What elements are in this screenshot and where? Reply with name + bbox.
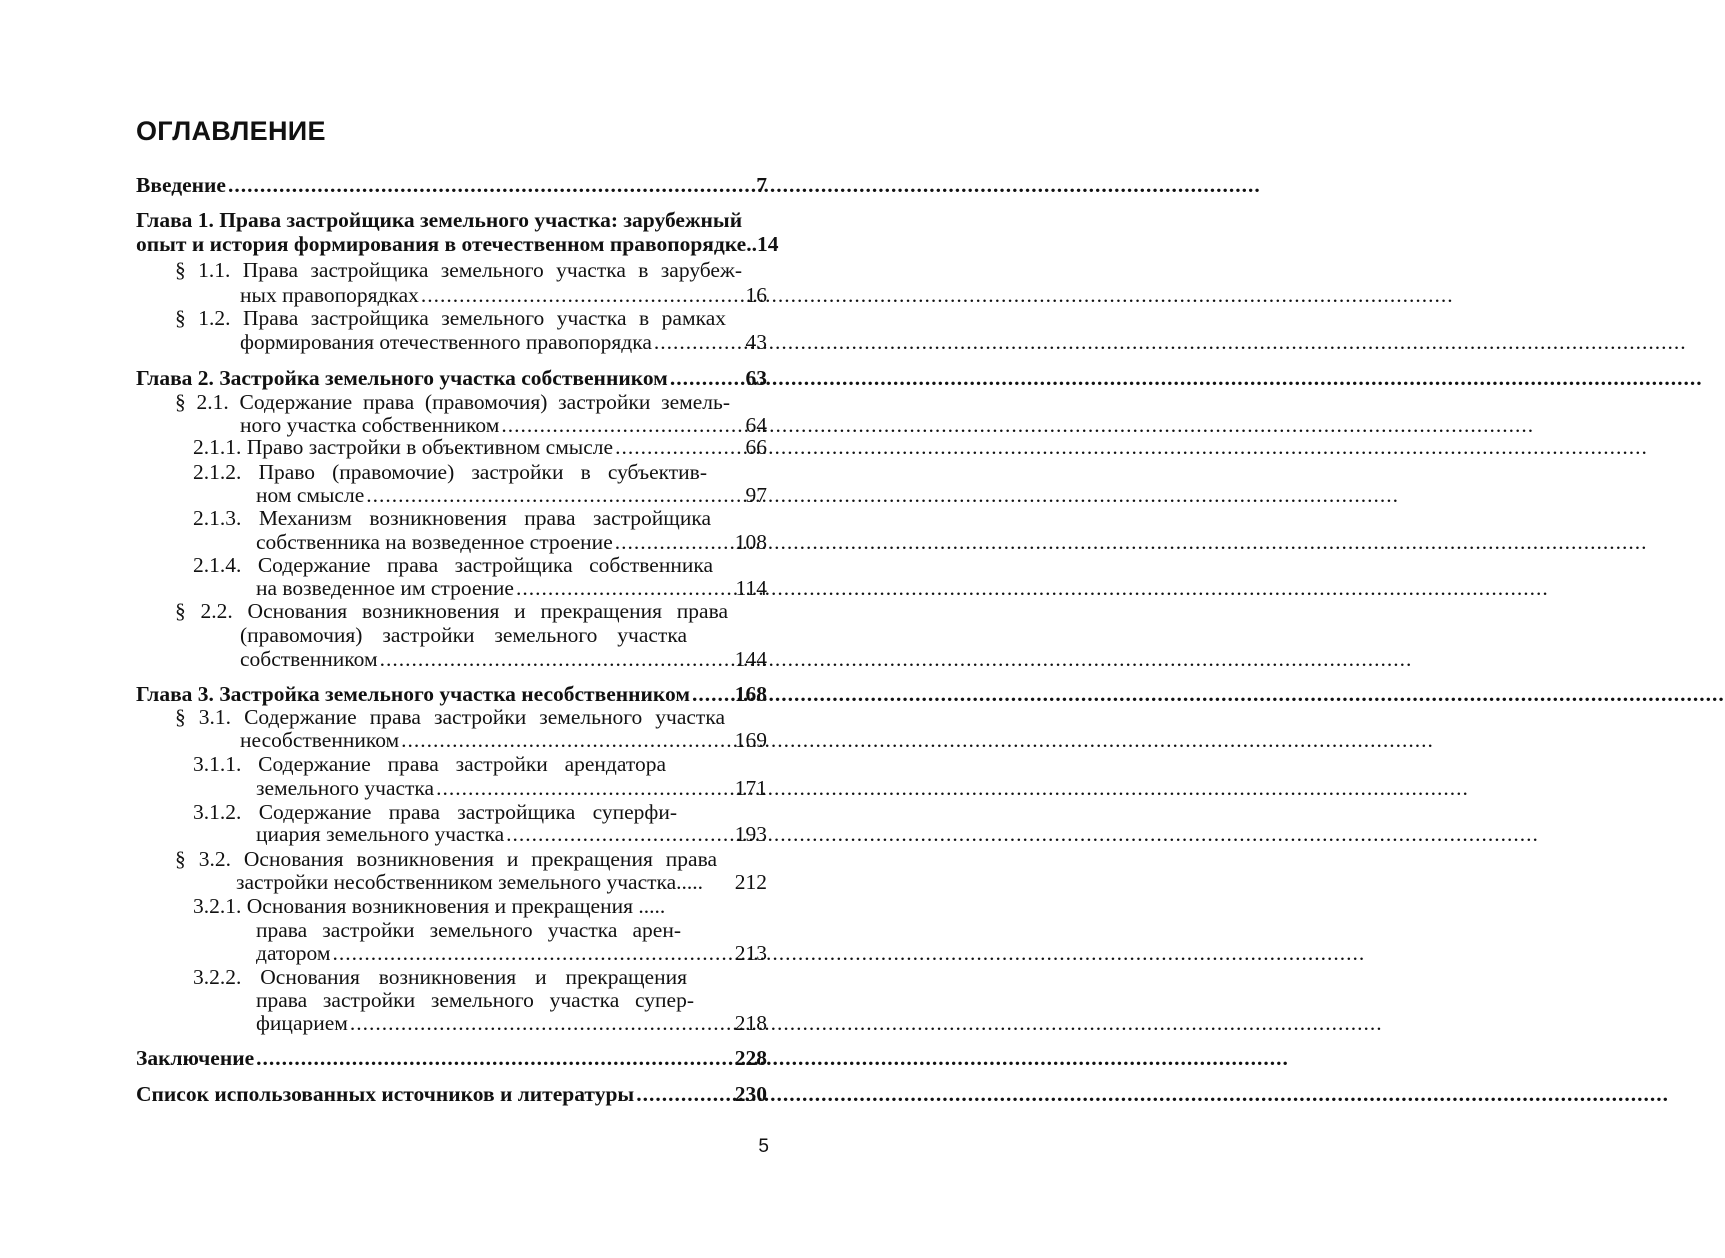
dot-leader [670,366,743,390]
toc-section-1-2-line-1[interactable]: § 1.2. Права застройщика земельного участка в рамках [175,306,726,330]
toc-entry-sources[interactable] [136,1082,767,1106]
toc-subsection-3-1-1-line-1[interactable]: 3.1.1. Содержание права застройки арендатора [193,752,666,776]
toc-subsection-3-1-2-line-1[interactable]: 3.1.2. Содержание права застройщика суперфи- [193,800,677,824]
toc-page-number: 193 [734,822,767,846]
toc-section-3-2[interactable] [236,870,767,894]
toc-subsection-2-1-3[interactable] [256,530,767,554]
dot-leader [228,173,753,197]
toc-chapter-1-line-1[interactable]: Глава 1. Права застройщика земельного участка: зарубежный [136,208,743,232]
toc-entry-title: собственника на возведенное строение [256,530,613,554]
toc-page-number: 14 [756,232,779,256]
toc-subsection-2-1-4[interactable] [256,576,767,600]
toc-entry-title: собственником [240,647,378,671]
toc-entry-title: Глава 3. Застройка земельного участка несобственником [136,682,691,706]
toc-entry-title: на возведенное им строение [256,576,514,600]
toc-subsection-2-1-2-line-1[interactable]: 2.1.2. Право (правомочие) застройки в субъектив- [193,460,707,484]
toc-page-number: 218 [734,1011,767,1035]
toc-page-number: 66 [745,435,767,459]
toc-section-3-1-line-1[interactable]: § 3.1. Содержание права застройки земельного участка [175,705,725,729]
toc-page-number: 114 [735,576,767,600]
toc-section-1-1[interactable] [240,283,767,307]
toc-chapter-2[interactable] [136,366,767,390]
toc-chapter-1[interactable] [136,232,779,256]
dot-leader [506,822,732,846]
dot-leader [636,1082,732,1106]
toc-page-number: 43 [745,330,767,354]
toc-chapter-3[interactable] [136,682,767,706]
toc-section-2-2-line-1[interactable]: § 2.2. Основания возникновения и прекращения права [175,599,728,623]
toc-section-2-1[interactable] [240,413,767,437]
toc-entry-title: циария земельного участка [256,822,505,846]
toc-entry-title: несобственником [240,728,400,752]
toc-entry-title: формирования отечественного правопорядка [240,330,652,354]
toc-entry-title: опыт и история формирования в отечественном правопорядке.. [136,232,757,256]
toc-entry-title: датором [256,941,331,965]
toc-entry-title: Введение [136,173,226,197]
toc-entry-conclusion[interactable] [136,1046,767,1070]
toc-entry-title: ном смысле [256,483,365,507]
dot-leader [401,728,732,752]
toc-subsection-2-1-1[interactable] [193,435,767,459]
toc-section-2-2[interactable] [240,647,767,671]
toc-subsection-3-2-2-line-2[interactable]: права застройки земельного участка супер- [256,988,694,1012]
toc-entry-title: Список использованных источников и литературы [136,1082,635,1106]
toc-section-3-1[interactable] [240,728,767,752]
toc-subsection-2-1-2[interactable] [256,483,767,507]
toc-entry-title: 2.1.1. Право застройки в объективном смысле [193,435,614,459]
toc-page-number: 16 [745,283,767,307]
toc-entry-title: земельного участка [256,776,435,800]
toc-subsection-3-2-1[interactable] [256,941,767,965]
dot-leader [436,776,732,800]
toc-entry-title: фицарием [256,1011,348,1035]
dot-leader [615,435,742,459]
dot-leader [615,530,732,554]
toc-page-number: 212 [734,870,767,894]
toc-page-number: 97 [745,483,767,507]
toc-entry-title: ных правопорядках [240,283,419,307]
toc-entry-title: Заключение [136,1046,255,1070]
toc-subsection-3-2-2-line-1[interactable]: 3.2.2. Основания возникновения и прекращения [193,965,687,989]
toc-page-number: 213 [734,941,767,965]
toc-subsection-3-2-1-line-1[interactable]: 3.2.1. Основания возникновения и прекращения ..... [193,894,666,918]
toc-page-number: 144 [734,647,767,671]
toc-section-3-2-line-1[interactable]: § 3.2. Основания возникновения и прекращения права [175,847,717,871]
toc-section-1-1-line-1[interactable]: § 1.1. Права застройщика земельного участка в зарубеж- [175,258,742,282]
toc-page-number: 230 [734,1082,767,1106]
page-number: 5 [758,1136,769,1157]
toc-page-number: 168 [734,682,767,706]
page-title: ОГЛАВЛЕНИЕ [136,116,326,146]
dot-leader [332,941,731,965]
dot-leader [380,647,732,671]
toc-entry-intro[interactable] [136,173,767,197]
dot-leader [421,283,743,307]
toc-page-number: 63 [745,366,767,390]
dot-leader [654,330,743,354]
toc-entry-title: Глава 2. Застройка земельного участка собственником [136,366,668,390]
toc-section-2-2-line-2[interactable]: (правомочия) застройки земельного участка [240,623,687,647]
toc-page-number: 64 [745,413,767,437]
dot-leader [366,483,742,507]
toc-subsection-2-1-3-line-1[interactable]: 2.1.3. Механизм возникновения права застройщика [193,506,711,530]
toc-subsection-3-2-1-line-2[interactable]: права застройки земельного участка арен- [256,918,681,942]
dot-leader [692,682,732,706]
toc-page-number: 228 [734,1046,767,1070]
toc-page-number: 171 [734,776,767,800]
dot-leader [256,1046,732,1070]
toc-page-number: 169 [734,728,767,752]
toc-subsection-3-2-2[interactable] [256,1011,767,1035]
toc-subsection-3-1-2[interactable] [256,822,767,846]
dot-leader [501,413,742,437]
toc-page-number: 7 [756,173,767,197]
toc-section-1-2[interactable] [240,330,767,354]
toc-subsection-2-1-4-line-1[interactable]: 2.1.4. Содержание права застройщика собственника [193,553,713,577]
dot-leader [350,1011,732,1035]
toc-entry-title: застройки несобственником земельного участка..... [236,870,704,894]
toc-section-2-1-line-1[interactable]: § 2.1. Содержание права (правомочия) застройки земель- [175,390,730,414]
toc-subsection-3-1-1[interactable] [256,776,767,800]
dot-leader [516,576,733,600]
toc-page-number: 108 [734,530,767,554]
toc-entry-title: ного участка собственником [240,413,500,437]
